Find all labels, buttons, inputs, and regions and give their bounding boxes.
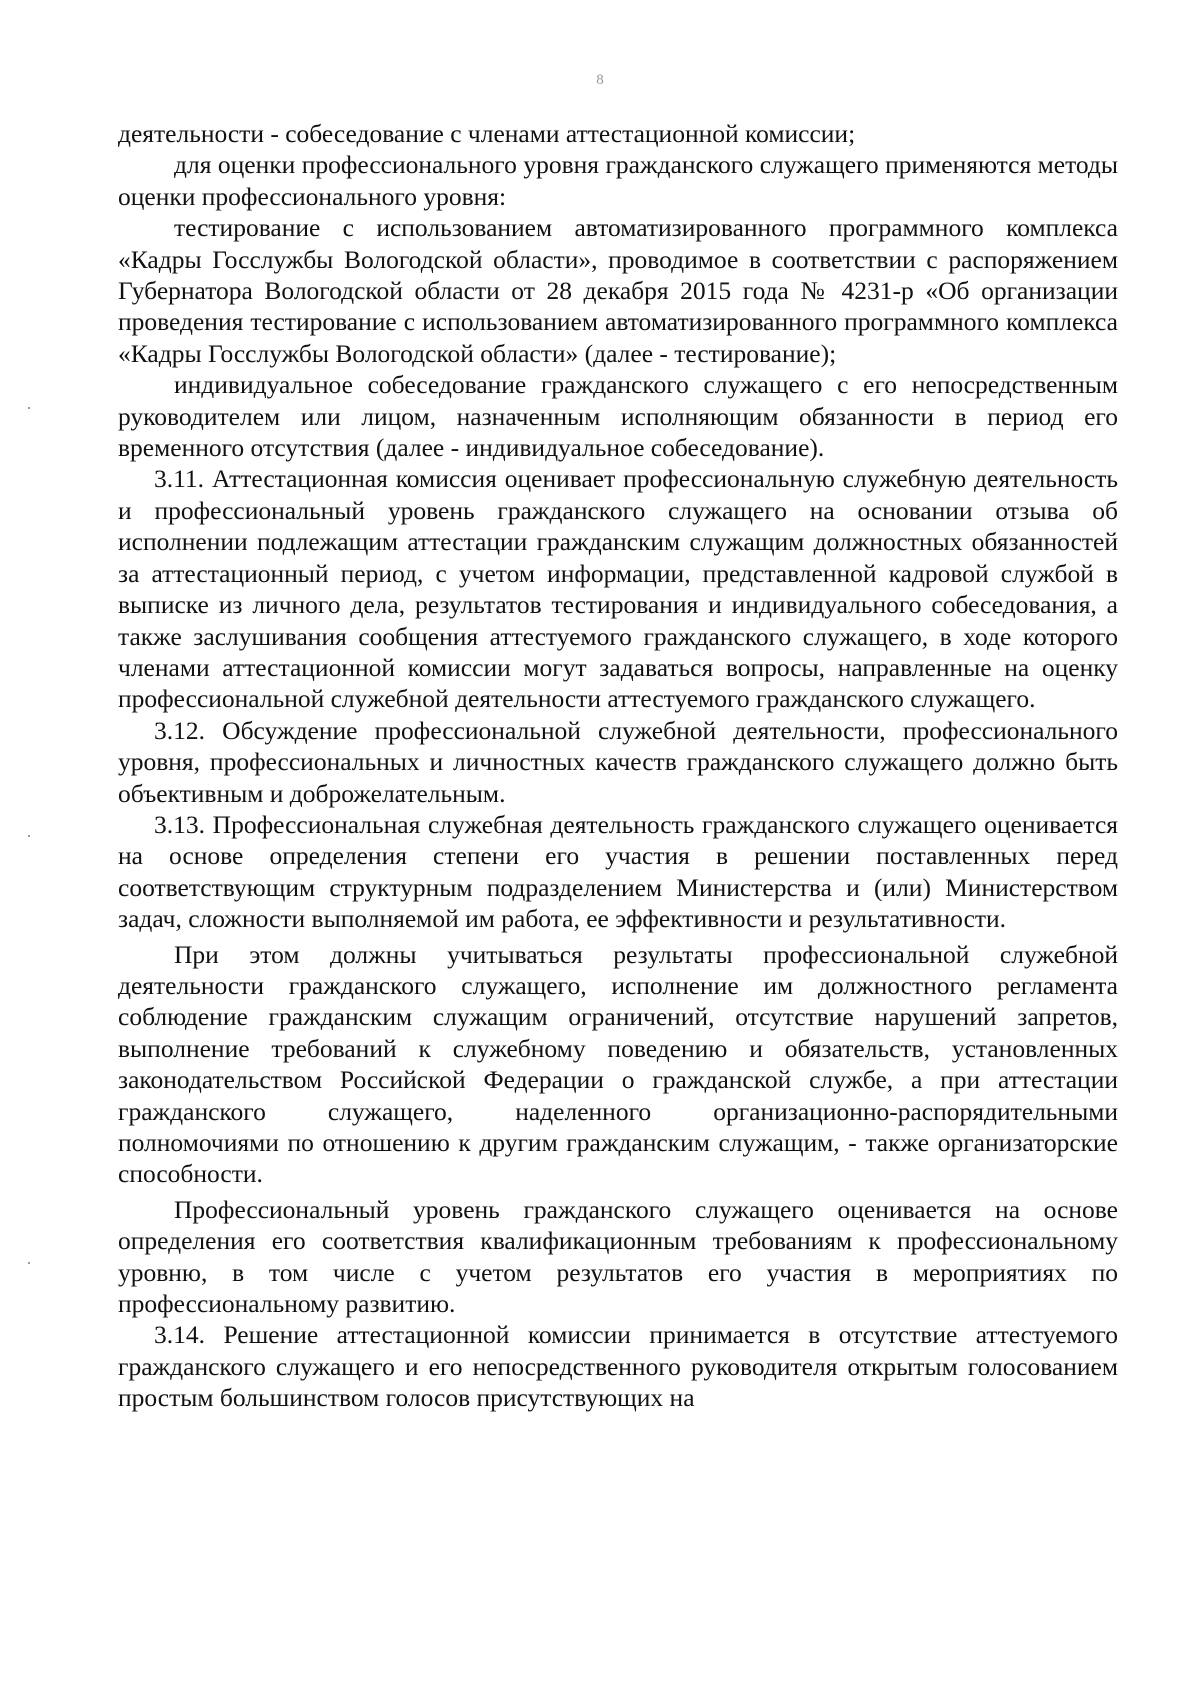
scan-margin-mark <box>28 1262 30 1264</box>
paragraph-3-13-professional-level: Профессиональный уровень гражданского служащего оценивается на основе определения его соответствия квалификационным требованиям к профессиональному уровню, в том числе с учетом результатов его участия в мероприятиях по профессиональному развитию. <box>118 1194 1118 1319</box>
page-number: 8 <box>596 72 604 88</box>
scan-margin-mark <box>28 835 30 837</box>
paragraph-3-13: 3.13. Профессиональная служебная деятельность гражданского служащего оценивается на основе определения степени его участия в решении поставленных перед соответствующим структурным подразделением Министерства и (или) Министерством задач, сложности выполняемой им работа, ее эффективности и результативности. <box>118 809 1118 934</box>
paragraph-3: тестирование с использованием автоматизированного программного комплекса «Кадры Госслужбы Вологодской области», проводимое в соответствии с распоряжением Губернатора Вологодской области от 28 декабря 2015 года № 4231-р «Об организации проведения тестирование с использованием автоматизированного программного комплекса «Кадры Госслужбы Вологодской области» (далее - тестирование); <box>118 213 1118 368</box>
scan-margin-mark <box>28 407 30 409</box>
paragraph-3-11: 3.11. Аттестационная комиссия оценивает профессиональную служебную деятельность и профессиональный уровень гражданского служащего на основании отзыва об исполнении подлежащим аттестации гражданским служащим должностных обязанностей за аттестационный период, с учетом информации, представленной кадровой службой в выписке из личного дела, результатов тестирования и индивидуального собеседования, а также заслушивания сообщения аттестуемого гражданского служащего, в ходе которого членами аттестационной комиссии могут задаваться вопросы, направленные на оценку профессиональной служебной деятельности аттестуемого гражданского служащего. <box>118 464 1118 714</box>
paragraph-3-13-continued: При этом должны учитываться результаты профессиональной служебной деятельности гражданского служащего, исполнение им должностного регламента соблюдение гражданским служащим ограничений, отсутствие нарушений запретов, выполнение требований к служебному поведению и обязательств, установленных законодательством Российской Федерации о гражданской службе, а при аттестации гражданского служащего, наделенного организационно-распорядительными полномочиями по отношению к другим гражданским служащим, - также организаторские способности. <box>118 939 1118 1189</box>
paragraph-3-14: 3.14. Решение аттестационной комиссии принимается в отсутствие аттестуемого гражданского служащего и его непосредственного руководителя открытым голосованием простым большинством голосов присутствующих на <box>118 1320 1118 1413</box>
paragraph-2: для оценки профессионального уровня гражданского служащего применяются методы оценки профессионального уровня: <box>118 150 1118 211</box>
paragraph-1: деятельности - собеседование с членами аттестационной комиссии; <box>118 119 856 148</box>
paragraph-3-12: 3.12. Обсуждение профессиональной служебной деятельности, профессионального уровня, профессиональных и личностных качеств гражданского служащего должно быть объективным и доброжелательным. <box>118 715 1118 808</box>
document-body <box>118 118 1118 1414</box>
paragraph-4: индивидуальное собеседование гражданского служащего с его непосредственным руководителем или лицом, назначенным исполняющим обязанности в период его временного отсутствия (далее - индивидуальное собеседование). <box>118 370 1118 463</box>
